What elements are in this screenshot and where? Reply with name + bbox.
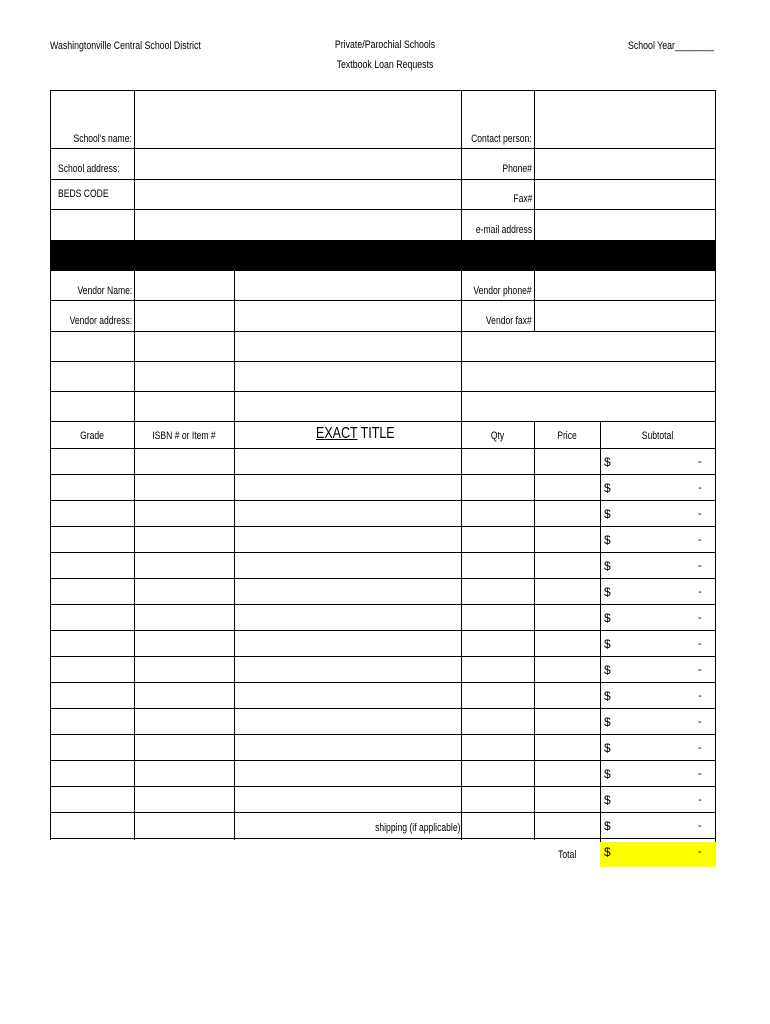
row-line	[50, 391, 716, 392]
subtotal-currency: $	[604, 767, 611, 781]
total-currency: $	[604, 845, 611, 859]
col-header-title-rest: TITLE	[357, 425, 395, 442]
subtotal-currency: $	[604, 637, 611, 651]
column-line	[534, 421, 535, 840]
row-line	[50, 448, 716, 449]
subtotal-value: -	[698, 508, 702, 520]
total-value: -	[698, 846, 702, 858]
row-line	[50, 682, 716, 683]
row-line	[50, 209, 716, 210]
column-line	[461, 90, 462, 240]
subtotal-value: -	[698, 638, 702, 650]
school-year-blank[interactable]: ________	[674, 40, 715, 52]
column-line	[134, 90, 135, 240]
column-line	[534, 90, 535, 240]
subtotal-value: -	[698, 586, 702, 598]
subtotal-value: -	[698, 534, 702, 546]
row-line	[50, 361, 716, 362]
subtotal-currency: $	[604, 741, 611, 755]
col-header-grade: Grade	[80, 430, 104, 442]
row-line	[50, 734, 716, 735]
column-line	[50, 90, 51, 240]
total-label: Total	[557, 849, 576, 861]
subtotal-currency: $	[604, 585, 611, 599]
subtotal-value: -	[698, 612, 702, 624]
subtotal-currency: $	[604, 689, 611, 703]
school-address-label: School address:	[58, 163, 120, 175]
row-line	[50, 526, 716, 527]
fax-label: Fax#	[512, 193, 532, 205]
subtotal-value: -	[698, 482, 702, 494]
subtotal-value: -	[698, 664, 702, 676]
shipping-label: shipping (if applicable)	[374, 822, 460, 834]
column-line	[715, 90, 716, 240]
column-line	[715, 271, 716, 867]
form-title-line2: Textbook Loan Requests	[336, 59, 434, 71]
column-line	[134, 271, 135, 840]
row-line	[50, 604, 716, 605]
row-line	[50, 500, 716, 501]
subtotal-currency: $	[604, 455, 611, 469]
col-header-title-emphasis: EXACT	[316, 425, 358, 442]
row-line	[50, 578, 716, 579]
subtotal-value: -	[698, 560, 702, 572]
col-header-title	[316, 425, 395, 443]
subtotal-value: -	[698, 768, 702, 780]
subtotal-value: -	[698, 820, 702, 832]
vendor-phone-label: Vendor phone#	[473, 285, 532, 297]
subtotal-currency: $	[604, 533, 611, 547]
row-line	[50, 474, 716, 475]
vendor-name-label: Vendor Name:	[77, 285, 132, 297]
column-line	[534, 271, 535, 331]
row-line	[50, 421, 716, 422]
row-line	[50, 630, 716, 631]
subtotal-currency: $	[604, 559, 611, 573]
district-name: Washingtonville Central School District	[50, 40, 201, 52]
subtotal-currency: $	[604, 715, 611, 729]
row-line	[50, 300, 716, 301]
subtotal-currency: $	[604, 663, 611, 677]
subtotal-value: -	[698, 742, 702, 754]
contact-person-label: Contact person:	[471, 133, 532, 145]
section-divider-bar	[50, 240, 716, 271]
row-line	[50, 786, 716, 787]
column-line	[50, 271, 51, 840]
phone-label: Phone#	[502, 163, 532, 175]
subtotal-currency: $	[604, 481, 611, 495]
row-line	[50, 760, 716, 761]
subtotal-value: -	[698, 456, 702, 468]
row-line	[50, 552, 716, 553]
row-line	[50, 179, 716, 180]
row-line	[50, 656, 716, 657]
school-year-label: School Year	[628, 40, 675, 52]
subtotal-currency: $	[604, 611, 611, 625]
col-header-subtotal: Subtotal	[641, 430, 674, 442]
subtotal-value: -	[698, 794, 702, 806]
subtotal-currency: $	[604, 793, 611, 807]
subtotal-currency: $	[604, 507, 611, 521]
col-header-price: Price	[557, 430, 577, 442]
beds-code-label: BEDS CODE	[58, 188, 109, 200]
col-header-isbn: ISBN # or Item #	[152, 430, 216, 442]
subtotal-value: -	[698, 690, 702, 702]
row-line	[50, 148, 716, 149]
school-name-label: School's name:	[73, 133, 132, 145]
vendor-fax-label: Vendor fax#	[486, 315, 532, 327]
row-line	[50, 708, 716, 709]
column-line	[461, 271, 462, 840]
row-line	[50, 812, 716, 813]
email-label: e-mail address	[475, 224, 532, 236]
row-line	[50, 331, 716, 332]
col-header-qty: Qty	[490, 430, 505, 442]
subtotal-value: -	[698, 716, 702, 728]
border-line	[50, 90, 716, 91]
subtotal-currency: $	[604, 819, 611, 833]
form-title-line1: Private/Parochial Schools	[334, 39, 436, 51]
school-year[interactable]	[628, 40, 714, 52]
vendor-address-label: Vendor address:	[69, 315, 132, 327]
column-line	[600, 421, 601, 867]
column-line	[234, 271, 235, 840]
row-line	[50, 838, 716, 839]
